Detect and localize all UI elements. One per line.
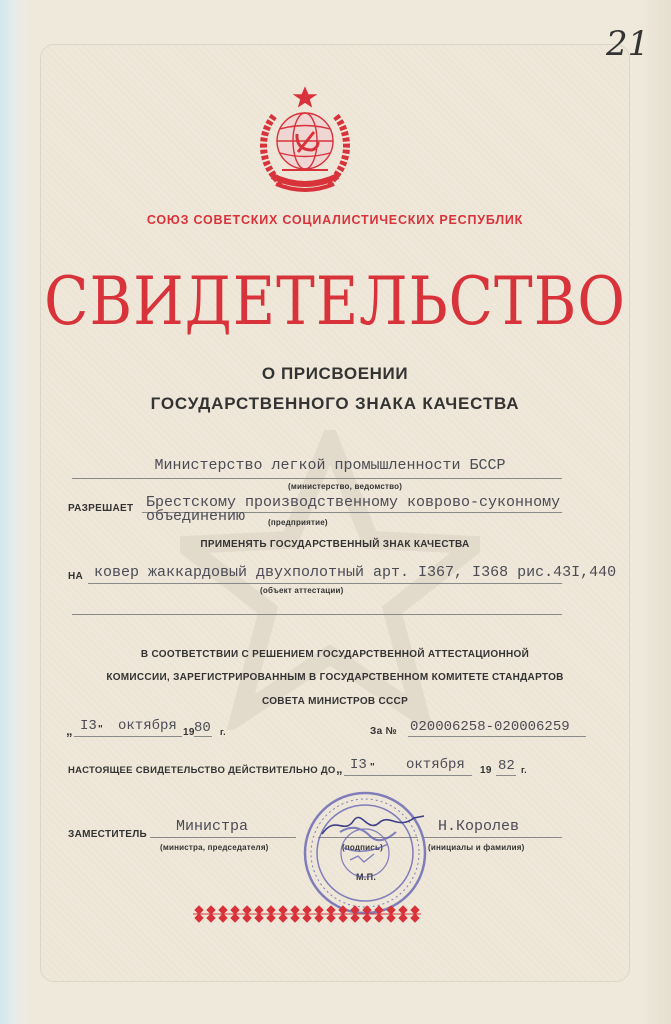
- accordance-line-2: КОМИССИИ, ЗАРЕГИСТРИРОВАННЫМ В ГОСУДАРСТВЕННОМ КОМИТЕТЕ СТАНДАРТОВ: [106, 672, 564, 683]
- ornament-motif: [373, 906, 385, 922]
- object-value: ковер жаккардовый двухполотный арт. I367, I368 рис.43I,440: [94, 564, 617, 581]
- ornament-motif: [397, 906, 409, 922]
- ornament-motif: [301, 906, 313, 922]
- validity-year-underline: [496, 775, 516, 776]
- ornament-motif: [205, 906, 217, 922]
- corner-handwritten-number: 21: [606, 24, 650, 64]
- validity-year-suffix: 82: [498, 758, 515, 774]
- reg-year-underline: [194, 736, 212, 737]
- ornament-motif: [289, 906, 301, 922]
- ornament-motif: [265, 906, 277, 922]
- name-underline: [424, 837, 562, 838]
- ornament-motif: [361, 906, 373, 922]
- ornament-motif: [217, 906, 229, 922]
- subtitle-line-2: ГОСУДАРСТВЕННОГО ЗНАКА КАЧЕСТВА: [150, 394, 520, 413]
- permit-label: РАЗРЕШАЕТ: [68, 503, 134, 514]
- ornament-motif: [337, 906, 349, 922]
- handwritten-signature-icon: [318, 808, 428, 842]
- subtitle-line-1: О ПРИСВОЕНИИ: [261, 364, 409, 383]
- reg-date-underline: [74, 736, 182, 737]
- reg-day: I3: [80, 718, 97, 734]
- reg-number-underline: [408, 736, 586, 737]
- position-underline: [150, 837, 296, 838]
- signatory-label: ЗАМЕСТИТЕЛЬ: [68, 829, 148, 840]
- object-underline: [88, 583, 562, 584]
- validity-quote-close: ": [370, 762, 376, 773]
- reg-year-suffix: 80: [194, 720, 211, 736]
- ornament-motif: [229, 906, 241, 922]
- ornament-motif: [325, 906, 337, 922]
- ornament-motif: [253, 906, 265, 922]
- ornament-motif: [409, 906, 421, 922]
- union-title: СОЮЗ СОВЕТСКИХ СОЦИАЛИСТИЧЕСКИХ РЕСПУБЛИК: [146, 213, 524, 227]
- ussr-emblem-icon: [252, 86, 358, 194]
- decorative-ornament-border-icon: [193, 904, 423, 924]
- reg-month: октября: [118, 718, 177, 734]
- validity-month: октября: [406, 757, 465, 773]
- certificate-title: СВИДЕТЕЛЬСТВО: [44, 262, 626, 341]
- ornament-motif: [385, 906, 397, 922]
- permit-caption: (предприятие): [268, 518, 328, 527]
- ornament-motif: [349, 906, 361, 922]
- ornament-motif: [313, 906, 325, 922]
- ornament-motif: [241, 906, 253, 922]
- name-caption: (инициалы и фамилия): [428, 843, 525, 852]
- reg-year-prefix: 19: [183, 727, 195, 738]
- reg-year-unit: г.: [220, 727, 226, 737]
- ministry-caption: (министерство, ведомство): [288, 482, 403, 491]
- reg-quote-open: „: [66, 723, 73, 738]
- permit-value-line-2: объединению: [146, 508, 246, 525]
- reg-quote-close: ": [98, 724, 104, 735]
- validity-date-underline: [344, 775, 472, 776]
- signature-caption: (подпись): [342, 843, 383, 852]
- object-caption: (объект аттестации): [260, 586, 344, 595]
- permit-value-line-1: Брестскому производственному коврово-суконному: [146, 494, 561, 511]
- validity-day: I3: [350, 757, 367, 773]
- accordance-line-1: В СООТВЕТСТВИИ С РЕШЕНИЕМ ГОСУДАРСТВЕННОЙ АТТЕСТАЦИОННОЙ: [140, 649, 530, 660]
- ornament-motif: [193, 906, 205, 922]
- apply-text: ПРИМЕНЯТЬ ГОСУДАРСТВЕННЫЙ ЗНАК КАЧЕСТВА: [200, 539, 470, 550]
- signatory-name: Н.Королев: [438, 818, 520, 835]
- object-underline-2: [72, 614, 562, 615]
- signatory-position: Министра: [176, 818, 249, 835]
- object-label: НА: [68, 571, 84, 582]
- accordance-line-3: СОВЕТА МИНИСТРОВ СССР: [261, 696, 409, 707]
- position-caption: (министра, председателя): [160, 843, 269, 852]
- validity-text: НАСТОЯЩЕЕ СВИДЕТЕЛЬСТВО ДЕЙСТВИТЕЛЬНО ДО: [68, 765, 336, 776]
- validity-year-prefix: 19: [480, 765, 492, 776]
- ministry-value: Министерство легкой промышленности БССР: [154, 457, 506, 474]
- validity-year-unit: г.: [521, 765, 527, 775]
- stamp-label: М.П.: [356, 872, 377, 882]
- reg-number-label: За №: [370, 726, 397, 737]
- ministry-underline: [72, 478, 562, 479]
- validity-quote-open: „: [336, 761, 343, 776]
- ornament-motif: [277, 906, 289, 922]
- reg-number: 020006258-020006259: [410, 719, 570, 735]
